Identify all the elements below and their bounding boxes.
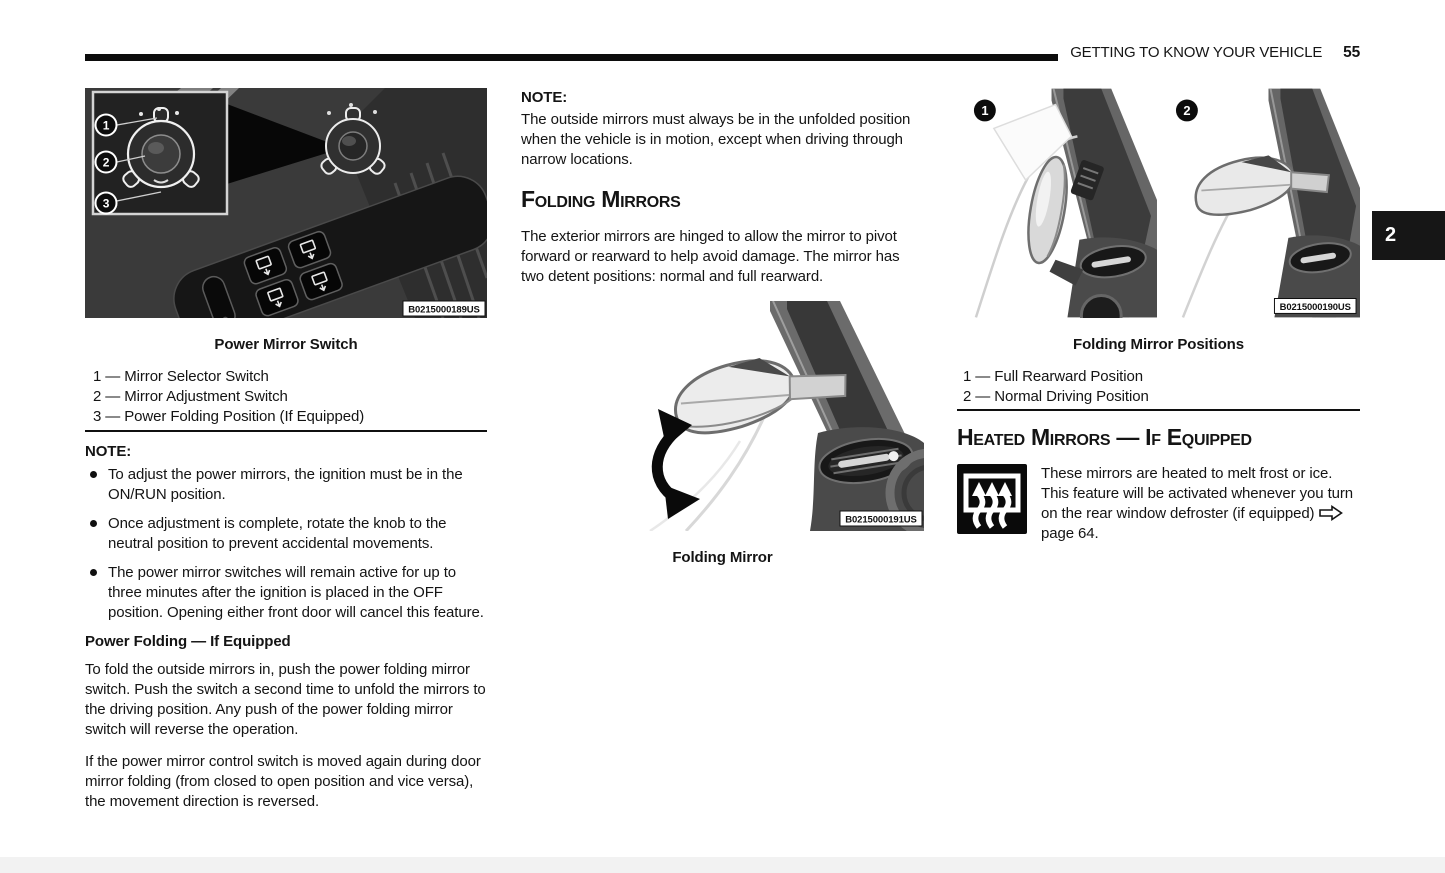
bullet-icon — [90, 471, 97, 478]
bullet-text: The power mirror switches will remain active for up to three minutes after the ignition is placed in the OFF position. Opening either front door will cancel this feature. — [108, 564, 484, 621]
note-label: NOTE: — [85, 443, 132, 460]
figure-caption-folding-mirror: Folding Mirror — [672, 549, 773, 566]
callout-2-marker — [96, 152, 117, 173]
page-header — [1000, 44, 1360, 62]
subheading-power-folding: Power Folding — If Equipped — [85, 633, 291, 650]
right-column — [957, 88, 1360, 544]
callout-legend — [85, 367, 487, 427]
callout-1-marker — [96, 115, 117, 136]
legend-item: 2 — Normal Driving Position — [963, 388, 1149, 405]
body-paragraph: If the power mirror control switch is moved again during door mirror folding (from closed to open position and vice versa), the movement direction is reversed. — [85, 753, 481, 810]
folding-positions-figures — [960, 88, 1360, 318]
mirror-full-rearward-photo — [960, 88, 1157, 318]
heated-mirrors-text — [1041, 464, 1360, 544]
heated-text: These mirrors are heated to melt frost or ice. This feature will be activated whenever you turn on the rear window defroster (if equipped) — [1041, 465, 1354, 522]
note-text: The outside mirrors must always be in the unfolded position when the vehicle is in motion, except when driving through narrow locations. — [521, 111, 911, 168]
legend-item: 1 — Full Rearward Position — [963, 368, 1143, 385]
page-reference-arrow-icon[interactable] — [1319, 505, 1343, 521]
page-number: 55 — [1343, 44, 1360, 61]
figure-code-label — [1274, 299, 1356, 314]
list-item — [85, 563, 487, 623]
body-paragraph: To fold the outside mirrors in, push the power folding mirror switch. Push the switch a second time to unfold the mirrors to the driving position. Any push of the power folding mirror switch will reverse the operation. — [85, 661, 486, 738]
legend-item: 3 — Power Folding Position (If Equipped) — [93, 408, 365, 425]
bullet-text: To adjust the power mirrors, the ignition must be in the ON/RUN position. — [108, 466, 463, 503]
page-bottom-margin — [0, 857, 1445, 873]
bullet-icon — [90, 520, 97, 527]
knob-inset — [93, 92, 227, 214]
section-heading-folding-mirrors: Folding Mirrors — [521, 186, 681, 212]
heated-mirrors-block — [957, 464, 1360, 544]
figure-code-text: B0215000190US — [1279, 301, 1351, 313]
body-paragraph: The exterior mirrors are hinged to allow the mirror to pivot forward or rearward to help avoid damage. The mirror has two detent positions: normal and full rearward. — [521, 228, 900, 285]
chapter-tab-number: 2 — [1385, 224, 1397, 246]
heated-mirror-icon — [957, 464, 1027, 534]
callout-2-marker — [1176, 100, 1198, 122]
page-reference[interactable]: page 64. — [1041, 525, 1099, 542]
list-item — [85, 514, 487, 554]
chapter-side-tab — [1372, 211, 1445, 260]
mirror-normal-position-photo — [1171, 88, 1360, 318]
callout-2-number: 2 — [102, 155, 110, 170]
folding-mirror-photo — [622, 301, 924, 531]
callout-1-number: 1 — [102, 118, 110, 133]
figure-caption-power-mirror-switch: Power Mirror Switch — [214, 336, 358, 353]
figure-caption-folding-mirror-positions: Folding Mirror Positions — [1073, 336, 1244, 353]
bullet-icon — [90, 569, 97, 576]
callout-1-marker — [974, 100, 996, 122]
note-label: NOTE: — [521, 89, 568, 106]
figure-code-text: B0215000189US — [408, 304, 480, 316]
callout-1-number: 1 — [981, 102, 989, 118]
callout-3-number: 3 — [102, 196, 110, 211]
folding-mirror-figure-wrap — [622, 301, 924, 531]
legend-divider — [85, 430, 487, 432]
chapter-title: GETTING TO KNOW YOUR VEHICLE — [1070, 44, 1323, 61]
header-rule — [85, 54, 1058, 61]
legend-item: 2 — Mirror Adjustment Switch — [93, 388, 288, 405]
figure-code-text: B0215000191US — [845, 514, 917, 526]
figure-code-label — [403, 301, 485, 316]
callout-3-marker — [96, 193, 117, 214]
list-item — [85, 465, 487, 505]
legend-divider — [957, 409, 1360, 411]
callout-legend — [957, 367, 1360, 407]
power-mirror-switch-photo — [85, 88, 487, 318]
section-heading-heated-mirrors: Heated Mirrors — If Equipped — [957, 424, 1252, 450]
figure-code-label — [840, 511, 922, 526]
left-column — [85, 88, 487, 812]
legend-item: 1 — Mirror Selector Switch — [93, 368, 269, 385]
callout-2-number: 2 — [1183, 102, 1191, 118]
bullet-text: Once adjustment is complete, rotate the knob to the neutral position to prevent accidental movements. — [108, 515, 447, 552]
note-bullet-list — [85, 465, 487, 623]
middle-column — [521, 88, 924, 568]
